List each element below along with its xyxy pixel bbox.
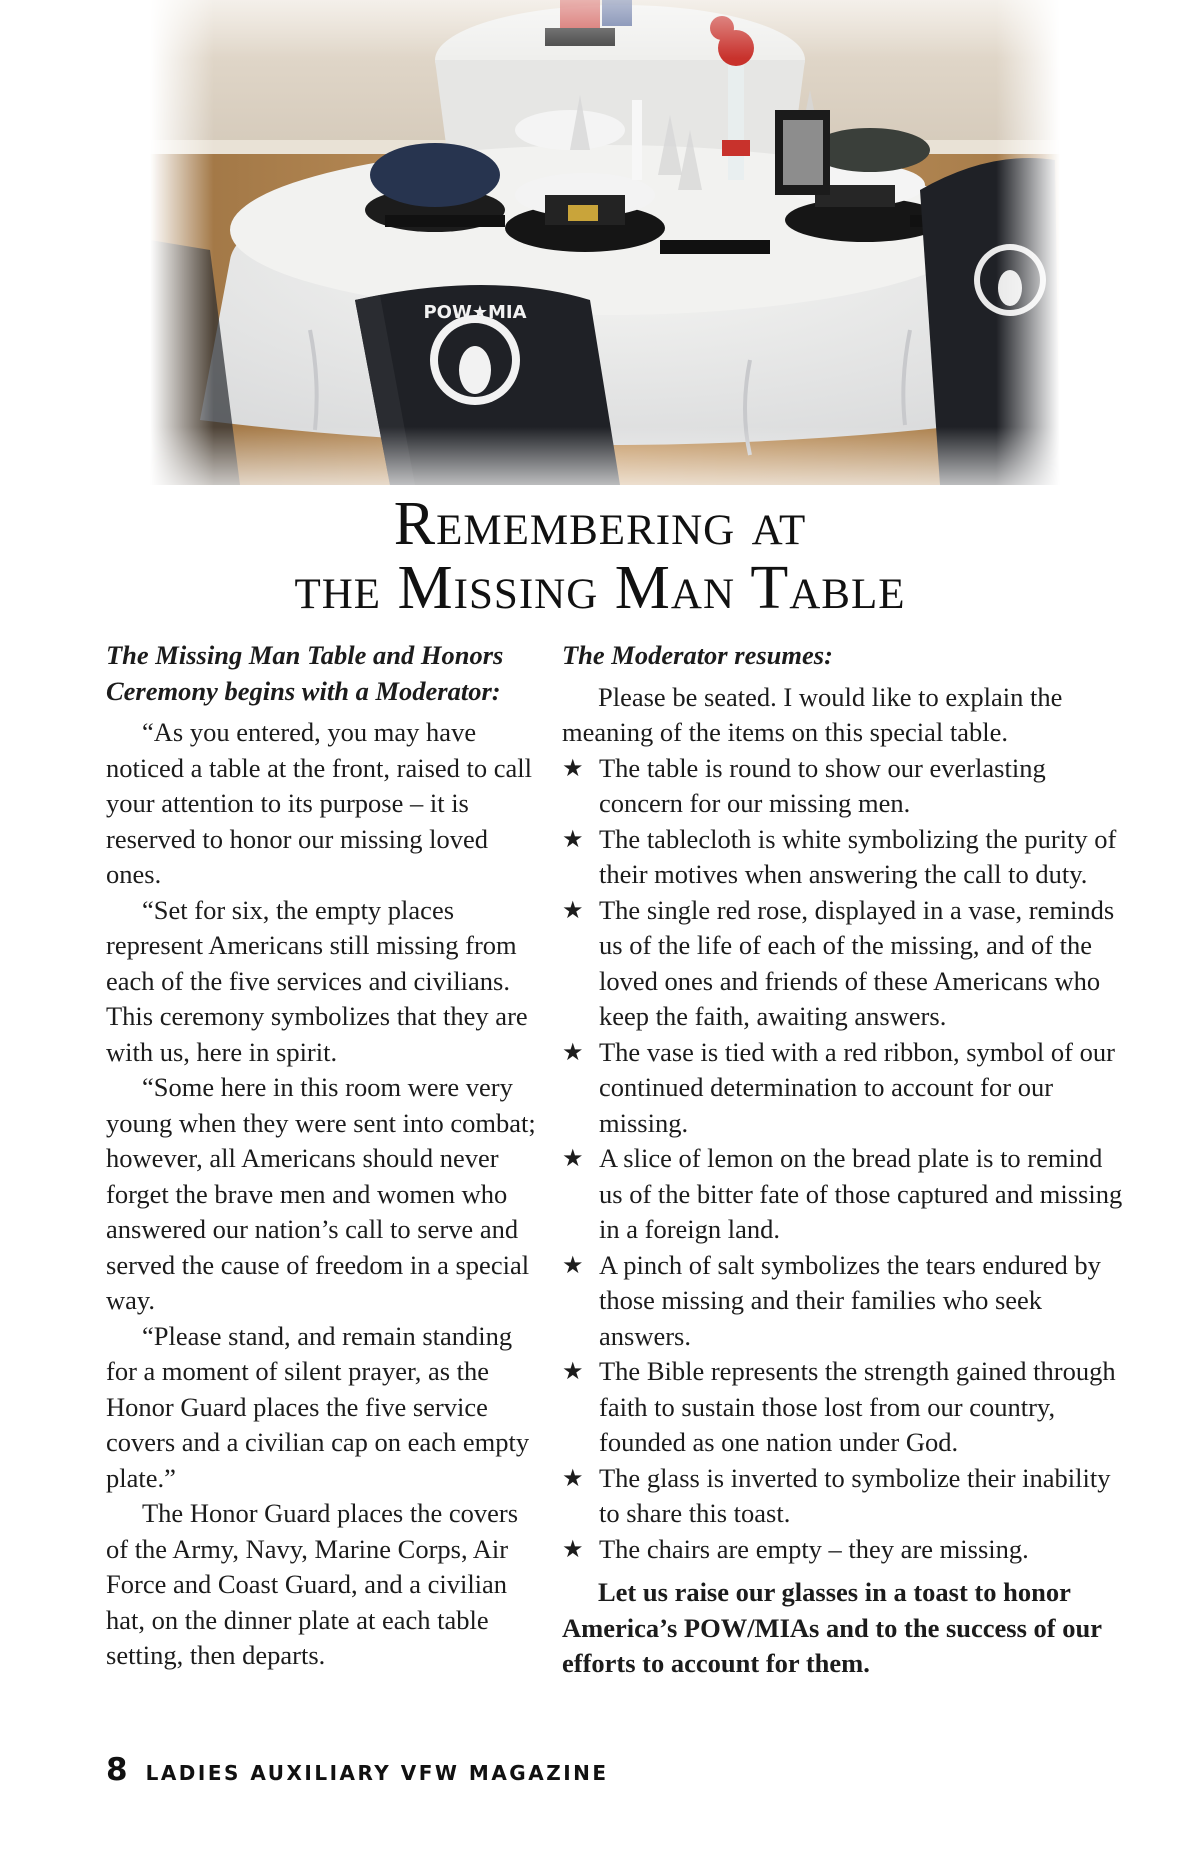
left-paragraph: “Please stand, and remain standing for a moment of silent prayer, as the Honor Guard places the five service covers and a civilian cap on each empty plate.” <box>106 1320 530 1493</box>
symbol-list <box>562 751 1124 1568</box>
list-item <box>562 822 1124 893</box>
left-paragraph: “Set for six, the empty places represent Americans still missing from each of the five services and civilians. This ceremony symbolizes that they are with us, here in spirit. <box>106 894 528 1067</box>
left-paragraph: The Honor Guard places the covers of the Army, Navy, Marine Corps, Air Force and Coast Guard, and a civilian hat, on the dinner plate at each table setting, then departs. <box>106 1498 519 1670</box>
star-icon: ★ <box>562 824 584 853</box>
list-item-text: The chairs are empty – they are missing. <box>599 1533 1029 1564</box>
list-item-text: The single red rose, displayed in a vase, reminds us of the life of each of the missing, and of the loved ones and friends of these Americans who keep the faith, awaiting answers. <box>599 894 1115 1031</box>
star-icon: ★ <box>562 1534 584 1563</box>
list-item-text: The Bible represents the strength gained through faith to sustain those lost from our country, founded as one nation under God. <box>599 1356 1116 1457</box>
left-paragraph: “Some here in this room were very young when they were sent into combat; however, all Americans should never forget the brave men and women who answered our nation’s call to serve and served the cause of freedom in a special way. <box>106 1072 536 1315</box>
list-item-text: The glass is inverted to symbolize their inability to share this toast. <box>599 1462 1111 1528</box>
list-item <box>562 1532 1124 1568</box>
missing-man-table-photo <box>150 0 1060 485</box>
list-item <box>562 1035 1124 1142</box>
list-item-text: The table is round to show our everlasting concern for our missing men. <box>599 752 1046 818</box>
right-lead: The Moderator resumes: <box>562 640 833 670</box>
star-icon: ★ <box>562 1250 584 1279</box>
article-title <box>0 492 1200 620</box>
list-item <box>562 1354 1124 1461</box>
title-line-2: the Missing Man Table <box>294 554 906 622</box>
star-icon: ★ <box>562 1144 584 1172</box>
list-item <box>562 1141 1124 1248</box>
title-line-1: Remembering at <box>393 490 807 558</box>
list-item-text: The vase is tied with a red ribbon, symbol of our continued determination to account for our missing. <box>599 1036 1115 1138</box>
list-item-text: A slice of lemon on the bread plate is to remind us of the bitter fate of those captured and missing in a foreign land. <box>599 1143 1123 1244</box>
list-item-text: The tablecloth is white symbolizing the purity of their motives when answering the call to duty. <box>599 823 1117 889</box>
list-item <box>562 1248 1124 1355</box>
list-item-text: A pinch of salt symbolizes the tears endured by those missing and their families who seek answers. <box>599 1249 1101 1351</box>
star-icon: ★ <box>562 1463 584 1492</box>
star-icon: ★ <box>562 895 584 924</box>
publication-name: LADIES AUXILIARY VFW MAGAZINE <box>145 1761 609 1785</box>
right-intro: Please be seated. I would like to explain the meaning of the items on this special table. <box>562 681 1063 747</box>
list-item <box>562 893 1124 1035</box>
closing-toast: Let us raise our glasses in a toast to honor America’s POW/MIAs and to the success of our efforts to account for them. <box>562 1577 1102 1678</box>
page-footer <box>106 1752 609 1788</box>
star-icon: ★ <box>562 1357 584 1385</box>
left-lead: The Missing Man Table and Honors Ceremony begins with a Moderator: <box>106 640 504 706</box>
list-item <box>562 1461 1124 1532</box>
list-item <box>562 751 1124 822</box>
right-column <box>562 638 1124 1682</box>
star-icon: ★ <box>562 1037 584 1066</box>
left-column <box>106 638 538 1674</box>
page-number: 8 <box>106 1752 128 1788</box>
star-icon: ★ <box>562 753 584 782</box>
left-paragraph: “As you entered, you may have noticed a table at the front, raised to call your attention to its purpose – it is reserved to honor our missing loved ones. <box>106 717 533 889</box>
